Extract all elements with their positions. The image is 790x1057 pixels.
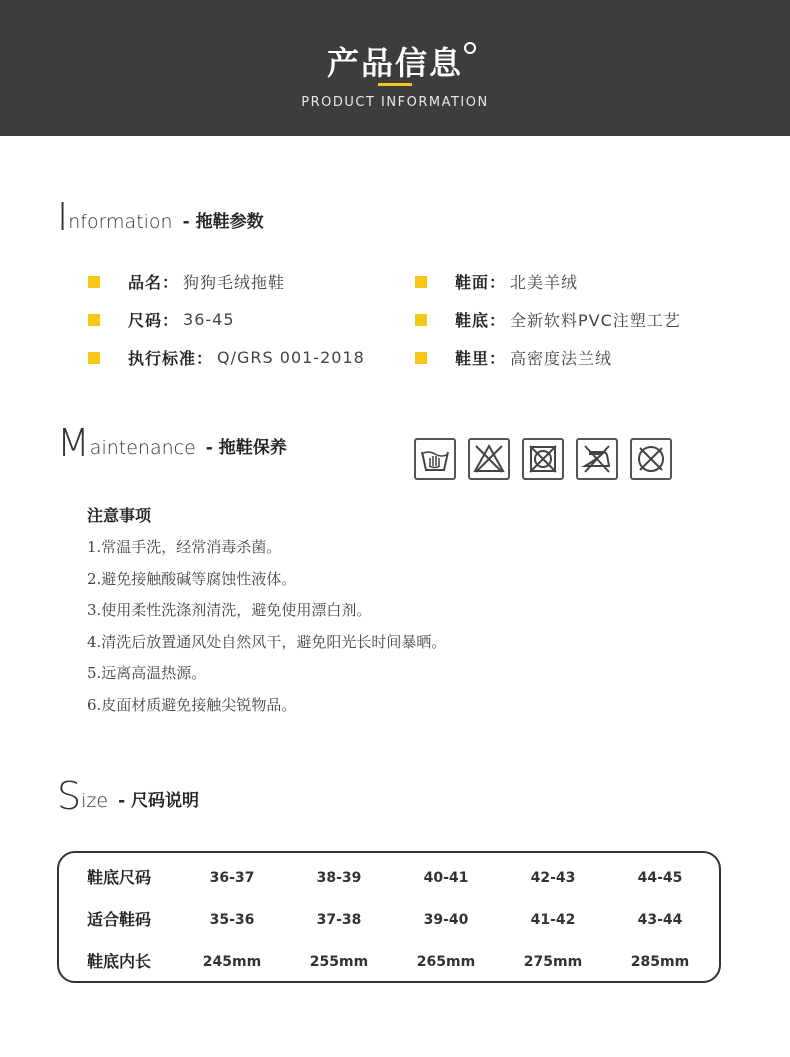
size-heading-rest: ize: [81, 790, 109, 812]
table-cell: 35-36: [209, 912, 255, 928]
page-title: 产品信息: [326, 44, 463, 82]
info-item-sole: [415, 308, 681, 331]
list-item: 1.常温手洗，经常消毒杀菌。: [87, 538, 282, 556]
no-tumble-dry-icon: [522, 438, 564, 480]
table-cell: 38-39: [316, 870, 362, 886]
no-bleach-icon: [468, 438, 510, 480]
table-cell: 275mm: [523, 954, 583, 970]
info-item-lining: [415, 346, 612, 369]
row-header: 鞋底尺码: [87, 868, 152, 887]
info-value: Q/GRS 001-2018: [217, 348, 365, 367]
maintenance-heading-rest: aintenance: [89, 437, 196, 459]
title-underline: [378, 83, 412, 86]
hand-wash-icon: [414, 438, 456, 480]
info-value: 狗狗毛绒拖鞋: [183, 273, 286, 292]
info-label: 鞋底：: [455, 311, 507, 330]
info-label: 品名：: [128, 273, 180, 292]
bullet-square: [88, 352, 100, 364]
row-header: 鞋底内长: [87, 952, 152, 971]
table-cell: 36-37: [209, 870, 255, 886]
info-item-name: [88, 270, 285, 293]
bullet-square: [88, 314, 100, 326]
info-value: 全新软料PVC注塑工艺: [510, 311, 681, 330]
table-cell: 39-40: [423, 912, 469, 928]
table-row: [59, 950, 719, 974]
notes-title: 注意事项: [87, 506, 152, 525]
care-notes-list: [87, 535, 446, 724]
table-cell: 40-41: [423, 870, 469, 886]
table-cell: 255mm: [309, 954, 369, 970]
list-item: 4.清洗后放置通风处自然风干，避免阳光长时间暴晒。: [87, 632, 447, 651]
table-row: [59, 866, 719, 890]
info-label: 尺码：: [128, 311, 180, 330]
info-label: 鞋面：: [455, 273, 507, 292]
no-iron-icon: [576, 438, 618, 480]
info-label: 执行标准：: [128, 349, 214, 368]
list-item: 5.远离高温热源。: [87, 664, 207, 682]
information-big-letter: I: [57, 195, 69, 239]
size-heading: [57, 774, 200, 818]
info-item-size: [88, 308, 235, 331]
info-item-standard: [88, 346, 365, 369]
table-cell: 43-44: [637, 912, 683, 928]
size-big-letter: S: [57, 774, 82, 818]
list-item: 3.使用柔性洗涤剂清洗，避免使用漂白剂。: [87, 601, 372, 619]
table-row: [59, 908, 719, 932]
bullet-square: [415, 352, 427, 364]
bullet-square: [415, 276, 427, 288]
info-item-upper: [415, 270, 578, 293]
page-header: [0, 0, 790, 136]
info-label: 鞋里：: [455, 349, 507, 368]
info-value: 北美羊绒: [510, 273, 579, 292]
size-table: [57, 851, 721, 983]
size-heading-cn: - 尺码说明: [118, 791, 200, 811]
row-header: 适合鞋码: [87, 910, 152, 929]
maintenance-heading-cn: - 拖鞋保养: [205, 438, 287, 458]
information-heading: [57, 195, 264, 239]
maintenance-heading: [57, 421, 287, 465]
information-heading-rest: nformation: [68, 211, 173, 233]
table-cell: 44-45: [637, 870, 683, 886]
care-icons: [414, 438, 684, 480]
info-value: 高密度法兰绒: [510, 349, 613, 368]
bullet-square: [88, 276, 100, 288]
table-cell: 265mm: [416, 954, 476, 970]
table-cell: 41-42: [530, 912, 576, 928]
maintenance-big-letter: M: [57, 421, 90, 465]
table-cell: 245mm: [202, 954, 262, 970]
table-cell: 42-43: [530, 870, 576, 886]
list-item: 2.避免接触酸碱等腐蚀性液体。: [87, 569, 297, 588]
information-heading-cn: - 拖鞋参数: [182, 212, 264, 232]
info-value: 36-45: [183, 310, 235, 329]
table-cell: 285mm: [630, 954, 690, 970]
degree-mark: [464, 42, 476, 54]
page-subtitle: PRODUCT INFORMATION: [301, 95, 489, 110]
bullet-square: [415, 314, 427, 326]
table-cell: 37-38: [316, 912, 362, 928]
no-dry-clean-icon: [630, 438, 672, 480]
list-item: 6.皮面材质避免接触尖锐物品。: [87, 695, 297, 714]
